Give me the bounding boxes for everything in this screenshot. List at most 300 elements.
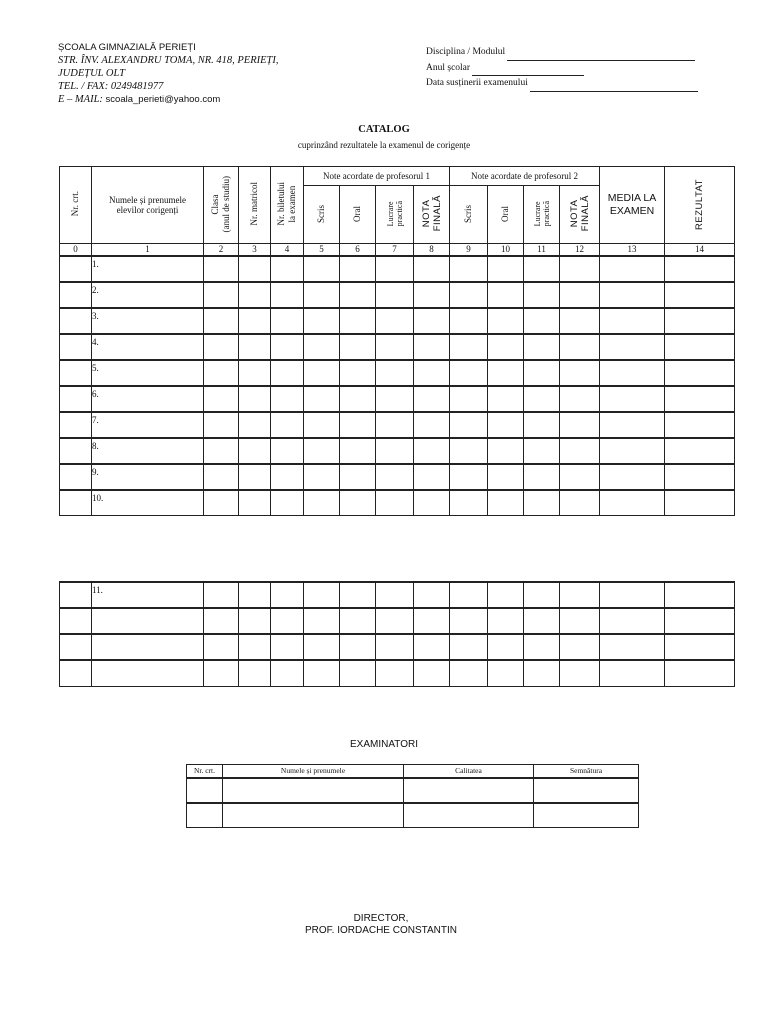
grade-cell[interactable] — [450, 282, 488, 308]
student-name-cell[interactable]: 9. — [92, 464, 204, 490]
grade-cell[interactable] — [204, 334, 239, 360]
grade-cell[interactable] — [60, 282, 92, 308]
grade-cell[interactable] — [60, 582, 92, 608]
grade-cell[interactable] — [488, 582, 524, 608]
grade-cell[interactable] — [60, 438, 92, 464]
table-row — [60, 308, 735, 334]
grade-cell[interactable] — [304, 386, 340, 412]
grade-cell[interactable] — [600, 608, 665, 634]
column-number: 1 — [92, 244, 204, 256]
grade-cell[interactable] — [271, 582, 304, 608]
examiner-cell[interactable] — [223, 803, 404, 828]
grade-cell[interactable] — [340, 438, 376, 464]
grade-cell[interactable] — [488, 308, 524, 334]
grade-cell[interactable] — [414, 634, 450, 660]
grade-cell[interactable] — [414, 386, 450, 412]
grade-cell[interactable] — [340, 308, 376, 334]
examiners-title: EXAMINATORI — [350, 739, 418, 750]
column-number: 3 — [239, 244, 271, 256]
grade-cell[interactable] — [560, 256, 600, 282]
grade-cell[interactable] — [450, 608, 488, 634]
grade-cell[interactable] — [239, 608, 271, 634]
grade-cell[interactable] — [414, 660, 450, 686]
grade-cell[interactable] — [414, 334, 450, 360]
exam-date-field[interactable] — [530, 81, 698, 92]
grade-cell[interactable] — [524, 308, 560, 334]
grade-cell[interactable] — [340, 608, 376, 634]
grade-cell[interactable] — [340, 464, 376, 490]
grade-cell[interactable] — [340, 334, 376, 360]
grade-cell[interactable] — [600, 490, 665, 516]
examiner-cell[interactable] — [404, 778, 534, 803]
table-row — [60, 464, 735, 490]
email-label: E – MAIL: — [58, 94, 103, 105]
grade-cell[interactable] — [560, 660, 600, 686]
grade-cell[interactable] — [304, 490, 340, 516]
student-name-cell[interactable]: 6. — [92, 386, 204, 412]
column-number: 2 — [204, 244, 239, 256]
grade-cell[interactable] — [488, 660, 524, 686]
grade-cell[interactable] — [304, 464, 340, 490]
grade-cell[interactable] — [376, 256, 414, 282]
table-row — [60, 490, 735, 516]
exam-date-label: Data susținerii examenului — [426, 78, 528, 88]
grade-cell[interactable] — [60, 360, 92, 386]
grade-cell[interactable] — [239, 386, 271, 412]
grade-cell[interactable] — [665, 608, 735, 634]
grade-cell[interactable] — [414, 582, 450, 608]
school-year-field[interactable] — [472, 65, 584, 76]
grade-cell[interactable] — [488, 412, 524, 438]
header-p2-oral: Oral — [488, 186, 524, 244]
table-row — [60, 608, 735, 634]
catalog-table-continued — [59, 581, 735, 687]
grade-cell[interactable] — [271, 360, 304, 386]
student-name-cell[interactable]: 2. — [92, 282, 204, 308]
school-address: STR. ÎNV. ALEXANDRU TOMA, NR. 418, PERIEȚI, — [58, 55, 279, 66]
student-name-cell[interactable]: 8. — [92, 438, 204, 464]
examiner-cell[interactable] — [187, 778, 223, 803]
grade-cell[interactable] — [414, 360, 450, 386]
grade-cell[interactable] — [60, 490, 92, 516]
discipline-row — [426, 45, 698, 61]
examiner-row — [187, 803, 639, 828]
grade-cell[interactable] — [488, 256, 524, 282]
discipline-field[interactable] — [507, 50, 695, 61]
student-name-cell[interactable]: 1. — [92, 256, 204, 282]
grade-cell[interactable] — [665, 412, 735, 438]
grade-cell[interactable] — [376, 582, 414, 608]
table-row — [60, 582, 735, 608]
grade-cell[interactable] — [340, 412, 376, 438]
grade-cell[interactable] — [414, 256, 450, 282]
school-email: scoala_perieti@yahoo.com — [105, 94, 221, 105]
column-number: 5 — [304, 244, 340, 256]
grade-cell[interactable] — [304, 660, 340, 686]
grade-cell[interactable] — [560, 308, 600, 334]
grade-cell[interactable] — [560, 334, 600, 360]
exam-meta — [426, 45, 698, 92]
grade-cell[interactable] — [665, 386, 735, 412]
student-name-cell[interactable] — [92, 634, 204, 660]
grade-cell[interactable] — [60, 308, 92, 334]
grade-cell[interactable] — [560, 608, 600, 634]
grade-cell[interactable] — [414, 490, 450, 516]
grade-cell[interactable] — [376, 412, 414, 438]
table-row — [60, 386, 735, 412]
grade-cell[interactable] — [524, 334, 560, 360]
grade-cell[interactable] — [665, 282, 735, 308]
grade-cell[interactable] — [488, 464, 524, 490]
grade-cell[interactable] — [665, 438, 735, 464]
grade-cell[interactable] — [239, 490, 271, 516]
header-row-top — [60, 167, 735, 186]
grade-cell[interactable] — [524, 634, 560, 660]
student-name-cell[interactable]: 3. — [92, 308, 204, 334]
examiner-cell[interactable] — [534, 803, 639, 828]
student-name-cell[interactable] — [92, 608, 204, 634]
examiner-cell[interactable] — [223, 778, 404, 803]
school-year-label: Anul școlar — [426, 62, 471, 73]
grade-cell[interactable] — [560, 412, 600, 438]
grade-cell[interactable] — [204, 386, 239, 412]
grade-cell[interactable] — [450, 334, 488, 360]
grade-cell[interactable] — [239, 464, 271, 490]
header-p1-practical: Lucrare practică — [376, 186, 414, 244]
grade-cell[interactable] — [524, 282, 560, 308]
header-professor-1: Note acordate de profesorul 1 — [304, 167, 450, 186]
column-number: 13 — [600, 244, 665, 256]
grade-cell[interactable] — [271, 334, 304, 360]
grade-cell[interactable] — [414, 438, 450, 464]
column-numbers-row — [60, 244, 735, 256]
grade-cell[interactable] — [376, 386, 414, 412]
catalog-title: CATALOG — [358, 124, 410, 135]
grade-cell[interactable] — [340, 282, 376, 308]
grade-cell[interactable] — [600, 660, 665, 686]
grade-cell[interactable] — [304, 412, 340, 438]
grade-cell[interactable] — [665, 634, 735, 660]
grade-cell[interactable] — [665, 660, 735, 686]
grade-cell[interactable] — [60, 464, 92, 490]
grade-cell[interactable] — [524, 582, 560, 608]
grade-cell[interactable] — [450, 308, 488, 334]
grade-cell[interactable] — [271, 308, 304, 334]
grade-cell[interactable] — [376, 464, 414, 490]
examiners-rows — [187, 778, 639, 828]
grade-cell[interactable] — [340, 660, 376, 686]
student-name-cell[interactable]: 4. — [92, 334, 204, 360]
grade-cell[interactable] — [560, 490, 600, 516]
grade-cell[interactable] — [488, 438, 524, 464]
grade-cell[interactable] — [204, 308, 239, 334]
grade-cell[interactable] — [600, 334, 665, 360]
grade-cell[interactable] — [450, 360, 488, 386]
student-rows-part2 — [60, 582, 735, 686]
grade-cell[interactable] — [414, 608, 450, 634]
student-name-cell[interactable]: 7. — [92, 412, 204, 438]
grade-cell[interactable] — [376, 608, 414, 634]
director-name: PROF. IORDACHE CONSTANTIN — [304, 925, 458, 936]
grade-cell[interactable] — [600, 386, 665, 412]
grade-cell[interactable] — [665, 334, 735, 360]
grade-cell[interactable] — [376, 308, 414, 334]
column-number: 4 — [271, 244, 304, 256]
grade-cell[interactable] — [600, 256, 665, 282]
header-student-name: Numele și prenumele elevilor corigenți — [92, 167, 204, 244]
table-row — [60, 360, 735, 386]
grade-cell[interactable] — [304, 582, 340, 608]
grade-cell[interactable] — [376, 438, 414, 464]
grade-cell[interactable] — [450, 660, 488, 686]
grade-cell[interactable] — [524, 256, 560, 282]
grade-cell[interactable] — [560, 386, 600, 412]
grade-cell[interactable] — [340, 582, 376, 608]
grade-cell[interactable] — [304, 282, 340, 308]
director-title: DIRECTOR, — [353, 913, 409, 924]
grade-cell[interactable] — [239, 308, 271, 334]
examiners-header-row — [187, 765, 639, 778]
grade-cell[interactable] — [304, 360, 340, 386]
header-p1-oral: Oral — [340, 186, 376, 244]
grade-cell[interactable] — [239, 282, 271, 308]
grade-cell[interactable] — [376, 660, 414, 686]
grade-cell[interactable] — [524, 438, 560, 464]
grade-cell[interactable] — [488, 386, 524, 412]
column-number: 9 — [450, 244, 488, 256]
table-row — [60, 334, 735, 360]
grade-cell[interactable] — [376, 490, 414, 516]
examiner-cell[interactable] — [187, 803, 223, 828]
grade-cell[interactable] — [524, 490, 560, 516]
grade-cell[interactable] — [60, 334, 92, 360]
grade-cell[interactable] — [304, 438, 340, 464]
grade-cell[interactable] — [60, 660, 92, 686]
grade-cell[interactable] — [560, 634, 600, 660]
header-nr-crt: Nr. crt. — [60, 167, 92, 244]
grade-cell[interactable] — [450, 490, 488, 516]
examiners-header-cell: Nr. crt. — [187, 765, 223, 778]
grade-cell[interactable] — [204, 660, 239, 686]
grade-cell[interactable] — [488, 360, 524, 386]
grade-cell[interactable] — [239, 634, 271, 660]
grade-cell[interactable] — [450, 256, 488, 282]
grade-cell[interactable] — [600, 282, 665, 308]
header-p2-final: NOTA FINALĂ — [560, 186, 600, 244]
grade-cell[interactable] — [524, 608, 560, 634]
discipline-label: Disciplina / Modulul — [426, 47, 506, 57]
catalog-subtitle: cuprinzând rezultatele la examenul de corigențe — [297, 140, 471, 150]
grade-cell[interactable] — [204, 438, 239, 464]
grade-cell[interactable] — [304, 334, 340, 360]
grade-cell[interactable] — [271, 634, 304, 660]
header-p2-written: Scris — [450, 186, 488, 244]
grade-cell[interactable] — [600, 438, 665, 464]
grade-cell[interactable] — [376, 634, 414, 660]
grade-cell[interactable] — [60, 386, 92, 412]
grade-cell[interactable] — [60, 256, 92, 282]
student-rows-part1 — [60, 256, 735, 516]
grade-cell[interactable] — [204, 282, 239, 308]
grade-cell[interactable] — [600, 464, 665, 490]
grade-cell[interactable] — [376, 282, 414, 308]
column-number: 7 — [376, 244, 414, 256]
grade-cell[interactable] — [304, 308, 340, 334]
grade-cell[interactable] — [665, 256, 735, 282]
school-email-line — [58, 93, 318, 106]
examiner-cell[interactable] — [404, 803, 534, 828]
header-p1-written: Scris — [304, 186, 340, 244]
grade-cell[interactable] — [488, 608, 524, 634]
grade-cell[interactable] — [524, 412, 560, 438]
grade-cell[interactable] — [600, 582, 665, 608]
examiners-header-cell: Calitatea — [404, 765, 534, 778]
grade-cell[interactable] — [204, 608, 239, 634]
header-professor-2: Note acordate de profesorul 2 — [450, 167, 600, 186]
exam-date-row — [426, 76, 698, 92]
examiner-cell[interactable] — [534, 778, 639, 803]
school-info — [58, 41, 318, 106]
grade-cell[interactable] — [600, 308, 665, 334]
grade-cell[interactable] — [665, 464, 735, 490]
grade-cell[interactable] — [560, 282, 600, 308]
grade-cell[interactable] — [304, 608, 340, 634]
grade-cell[interactable] — [60, 634, 92, 660]
grade-cell[interactable] — [488, 634, 524, 660]
grade-cell[interactable] — [340, 490, 376, 516]
grade-cell[interactable] — [239, 360, 271, 386]
grade-cell[interactable] — [204, 256, 239, 282]
grade-cell[interactable] — [271, 464, 304, 490]
grade-cell[interactable] — [450, 438, 488, 464]
grade-cell[interactable] — [450, 582, 488, 608]
grade-cell[interactable] — [204, 464, 239, 490]
header-p2-practical: Lucrare practică — [524, 186, 560, 244]
header-average: MEDIA LA EXAMEN — [600, 167, 665, 244]
examiner-row — [187, 778, 639, 803]
school-year-row — [426, 61, 698, 77]
grade-cell[interactable] — [239, 660, 271, 686]
grade-cell[interactable] — [271, 490, 304, 516]
grade-cell[interactable] — [271, 412, 304, 438]
grade-cell[interactable] — [414, 282, 450, 308]
grade-cell[interactable] — [204, 634, 239, 660]
grade-cell[interactable] — [665, 308, 735, 334]
grade-cell[interactable] — [376, 334, 414, 360]
grade-cell[interactable] — [271, 660, 304, 686]
grade-cell[interactable] — [450, 464, 488, 490]
grade-cell[interactable] — [414, 464, 450, 490]
header-matricol: Nr. matricol — [239, 167, 271, 244]
grade-cell[interactable] — [524, 464, 560, 490]
school-county: JUDEȚUL OLT — [58, 68, 125, 79]
column-number: 11 — [524, 244, 560, 256]
grade-cell[interactable] — [600, 360, 665, 386]
grade-cell[interactable] — [239, 256, 271, 282]
grade-cell[interactable] — [271, 438, 304, 464]
grade-cell[interactable] — [450, 386, 488, 412]
examiners-header-cell: Numele și prenumele — [223, 765, 404, 778]
grade-cell[interactable] — [60, 608, 92, 634]
grade-cell[interactable] — [271, 608, 304, 634]
examiners-table — [186, 764, 639, 828]
grade-cell[interactable] — [239, 334, 271, 360]
column-number: 12 — [560, 244, 600, 256]
examiners-header-cell: Semnătura — [534, 765, 639, 778]
grade-cell[interactable] — [450, 634, 488, 660]
grade-cell[interactable] — [340, 386, 376, 412]
grade-cell[interactable] — [271, 282, 304, 308]
grade-cell[interactable] — [560, 582, 600, 608]
grade-cell[interactable] — [204, 490, 239, 516]
grade-cell[interactable] — [524, 360, 560, 386]
grade-cell[interactable] — [488, 282, 524, 308]
catalog-table — [59, 166, 735, 516]
grade-cell[interactable] — [488, 490, 524, 516]
grade-cell[interactable] — [271, 386, 304, 412]
table-row — [60, 634, 735, 660]
grade-cell[interactable] — [600, 412, 665, 438]
header-p1-final: NOTA FINALĂ — [414, 186, 450, 244]
grade-cell[interactable] — [304, 634, 340, 660]
grade-cell[interactable] — [239, 582, 271, 608]
student-name-cell[interactable] — [92, 660, 204, 686]
grade-cell[interactable] — [600, 634, 665, 660]
grade-cell[interactable] — [304, 256, 340, 282]
grade-cell[interactable] — [204, 360, 239, 386]
student-name-cell[interactable]: 11. — [92, 582, 204, 608]
grade-cell[interactable] — [340, 634, 376, 660]
grade-cell[interactable] — [665, 360, 735, 386]
grade-cell[interactable] — [204, 412, 239, 438]
school-name: ȘCOALA GIMNAZIALĂ PERIEȚI — [58, 42, 196, 53]
grade-cell[interactable] — [524, 660, 560, 686]
grade-cell[interactable] — [414, 308, 450, 334]
header-result: REZULTAT — [665, 167, 735, 244]
grade-cell[interactable] — [271, 256, 304, 282]
student-name-cell[interactable]: 5. — [92, 360, 204, 386]
grade-cell[interactable] — [450, 412, 488, 438]
grade-cell[interactable] — [560, 360, 600, 386]
column-number: 14 — [665, 244, 735, 256]
header-ticket: Nr. biletului la examen — [271, 167, 304, 244]
column-number: 10 — [488, 244, 524, 256]
grade-cell[interactable] — [414, 412, 450, 438]
grade-cell[interactable] — [340, 256, 376, 282]
grade-cell[interactable] — [239, 412, 271, 438]
header-class: Clasa (anul de studiu) — [204, 167, 239, 244]
grade-cell[interactable] — [560, 464, 600, 490]
grade-cell[interactable] — [340, 360, 376, 386]
grade-cell[interactable] — [665, 490, 735, 516]
column-number: 8 — [414, 244, 450, 256]
grade-cell[interactable] — [204, 582, 239, 608]
table-row — [60, 256, 735, 282]
grade-cell[interactable] — [665, 582, 735, 608]
column-number: 0 — [60, 244, 92, 256]
table-row — [60, 438, 735, 464]
grade-cell[interactable] — [560, 438, 600, 464]
grade-cell[interactable] — [239, 438, 271, 464]
grade-cell[interactable] — [524, 386, 560, 412]
director-signature — [0, 913, 762, 937]
grade-cell[interactable] — [488, 334, 524, 360]
table-row — [60, 660, 735, 686]
grade-cell[interactable] — [376, 360, 414, 386]
school-phone: TEL. / FAX: 0249481977 — [58, 81, 164, 92]
grade-cell[interactable] — [60, 412, 92, 438]
student-name-cell[interactable]: 10. — [92, 490, 204, 516]
